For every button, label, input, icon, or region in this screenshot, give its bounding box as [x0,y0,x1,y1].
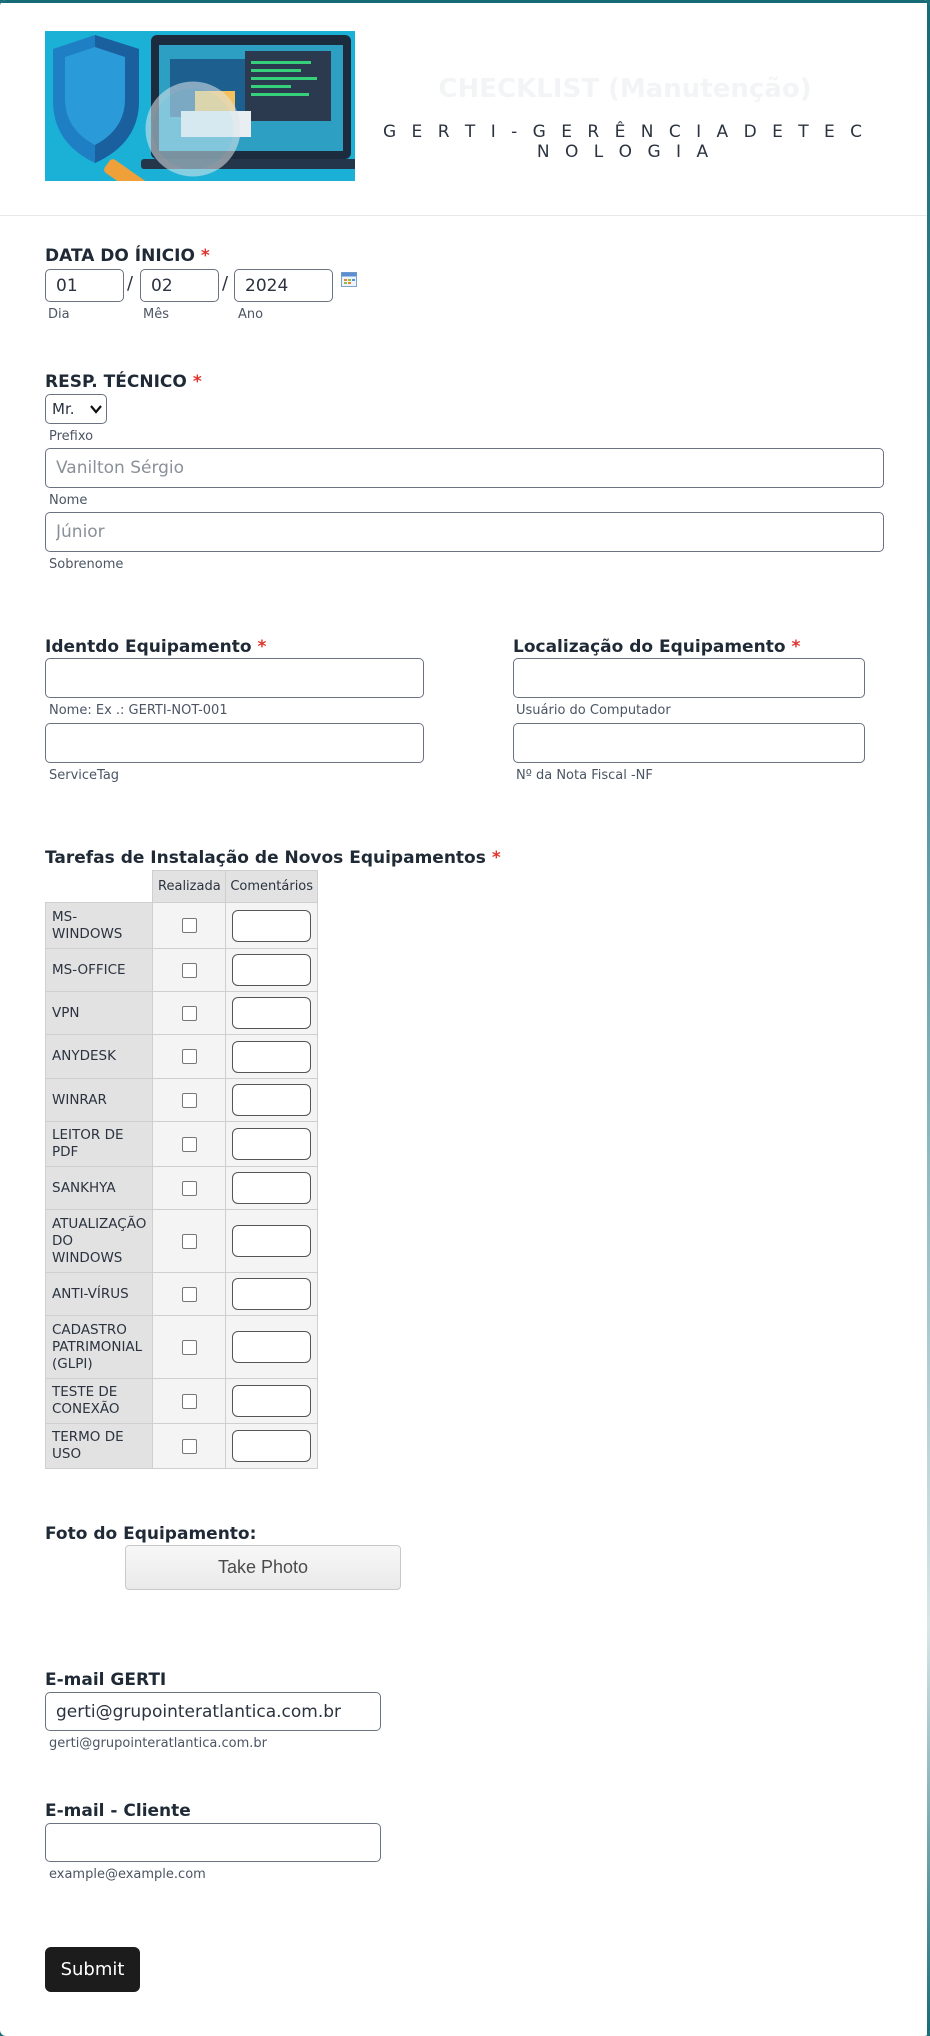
task-done-cell [153,1424,226,1469]
required-mark: * [257,637,267,657]
take-photo-button[interactable]: Take Photo [125,1545,401,1590]
day-input[interactable] [45,269,124,302]
task-done-checkbox[interactable] [182,1340,197,1355]
invoice-number-sublabel: Nº da Nota Fiscal -NF [516,768,653,783]
task-row-label: ATUALIZAÇÃO DO WINDOWS [46,1210,153,1273]
email-client-input[interactable] [45,1823,381,1862]
task-done-checkbox[interactable] [182,918,197,933]
task-row [46,1035,318,1079]
page-title: CHECKLIST (Manutenção) [438,74,812,104]
task-row-label: WINRAR [46,1079,153,1122]
photo-label: Foto do Equipamento: [45,1524,257,1544]
task-comment-input[interactable] [232,1331,311,1363]
task-comment-cell [226,949,318,992]
security-laptop-illustration [45,31,355,181]
task-done-checkbox[interactable] [182,963,197,978]
task-comment-cell [226,1273,318,1316]
matrix-corner [46,871,153,903]
task-done-cell [153,1273,226,1316]
submit-button[interactable]: Submit [45,1947,140,1992]
task-row [46,1210,318,1273]
task-comment-input[interactable] [232,1041,311,1073]
task-done-checkbox[interactable] [182,1181,197,1196]
servicetag-sublabel: ServiceTag [49,768,120,783]
tasks-label: Tarefas de Instalação de Novos Equipamentos * [45,848,501,868]
calendar-icon[interactable] [341,271,357,287]
task-comment-cell [226,1122,318,1167]
task-done-checkbox[interactable] [182,1439,197,1454]
task-done-cell [153,1210,226,1273]
computer-user-sublabel: Usuário do Computador [516,703,671,718]
email-gerti-label: E-mail GERTI [45,1670,167,1690]
task-done-checkbox[interactable] [182,1006,197,1021]
task-comment-input[interactable] [232,910,311,942]
month-input[interactable] [140,269,219,302]
task-comment-cell [226,1210,318,1273]
column-header-done: Realizada [153,871,226,903]
task-row-label: VPN [46,992,153,1035]
task-row [46,1273,318,1316]
task-row [46,1122,318,1167]
last-name-input[interactable] [45,512,884,552]
technician-label: RESP. TÉCNICO * [45,372,202,392]
task-done-checkbox[interactable] [182,1234,197,1249]
task-row [46,949,318,992]
task-done-checkbox[interactable] [182,1287,197,1302]
task-done-checkbox[interactable] [182,1137,197,1152]
task-row [46,1079,318,1122]
task-comment-cell [226,1079,318,1122]
task-done-checkbox[interactable] [182,1394,197,1409]
task-comment-cell [226,1379,318,1424]
page-subtitle: G E R T I - G E R Ê N C I A D E T E C N O L O G I A [382,122,868,162]
task-comment-input[interactable] [232,1225,311,1257]
task-comment-cell [226,992,318,1035]
year-sublabel: Ano [238,307,264,322]
form-header [0,0,927,216]
date-separator: / [222,273,229,294]
chevron-down-icon [90,404,102,414]
required-mark: * [200,246,210,266]
task-row [46,1424,318,1469]
email-gerti-input[interactable] [45,1692,381,1731]
equipment-id-label: Identdo Equipamento * [45,637,267,657]
task-done-cell [153,1079,226,1122]
task-row-label: SANKHYA [46,1167,153,1210]
task-row-label: TERMO DE USO [46,1424,153,1469]
required-mark: * [791,637,801,657]
task-comment-input[interactable] [232,1430,311,1462]
task-row-label: CADASTRO PATRIMONIAL (GLPI) [46,1316,153,1379]
task-done-cell [153,1122,226,1167]
task-done-cell [153,1316,226,1379]
task-comment-input[interactable] [232,1385,311,1417]
required-mark: * [192,372,202,392]
column-header-comments: Comentários [226,871,318,903]
first-name-sublabel: Nome [49,493,88,508]
task-row [46,903,318,949]
email-client-label: E-mail - Cliente [45,1801,191,1821]
task-row-label: ANTI-VÍRUS [46,1273,153,1316]
task-row [46,1167,318,1210]
task-row-label: MS-WINDOWS [46,903,153,949]
task-row-label: ANYDESK [46,1035,153,1079]
task-comment-input[interactable] [232,954,311,986]
tasks-matrix [45,870,318,1469]
task-comment-cell [226,1316,318,1379]
month-sublabel: Mês [143,307,169,322]
task-comment-cell [226,1167,318,1210]
day-sublabel: Dia [48,307,70,322]
task-comment-cell [226,1035,318,1079]
task-row [46,1379,318,1424]
email-client-sublabel: example@example.com [49,1867,206,1882]
task-done-checkbox[interactable] [182,1093,197,1108]
computer-user-input[interactable] [513,658,865,698]
prefix-value: Mr. [52,400,75,418]
task-comment-input[interactable] [232,1278,311,1310]
task-row-label: TESTE DE CONEXÃO [46,1379,153,1424]
task-done-cell [153,1035,226,1079]
start-date-label: DATA DO ÍNICIO * [45,246,210,266]
task-done-cell [153,949,226,992]
equipment-location-label: Localização do Equipamento * [513,637,801,657]
servicetag-input[interactable] [45,723,424,763]
prefix-select[interactable] [45,394,107,424]
first-name-input[interactable] [45,448,884,488]
header-logo [45,31,355,181]
last-name-sublabel: Sobrenome [49,557,124,572]
task-done-cell [153,1167,226,1210]
task-done-cell [153,1379,226,1424]
required-mark: * [491,848,501,868]
task-comment-input[interactable] [232,1172,311,1204]
task-comment-input[interactable] [232,1084,311,1116]
task-done-checkbox[interactable] [182,1049,197,1064]
task-row [46,992,318,1035]
task-done-cell [153,903,226,949]
year-input[interactable] [234,269,333,302]
task-comment-cell [226,903,318,949]
task-row-label: MS-OFFICE [46,949,153,992]
prefix-sublabel: Prefixo [49,429,94,444]
email-gerti-sublabel: gerti@grupointeratlantica.com.br [49,1736,267,1751]
equipment-name-sublabel: Nome: Ex .: GERTI-NOT-001 [49,703,228,718]
task-row-label: LEITOR DE PDF [46,1122,153,1167]
task-comment-cell [226,1424,318,1469]
invoice-number-input[interactable] [513,723,865,763]
task-done-cell [153,992,226,1035]
task-comment-input[interactable] [232,997,311,1029]
equipment-name-input[interactable] [45,658,424,698]
task-row [46,1316,318,1379]
date-separator: / [127,273,134,294]
task-comment-input[interactable] [232,1128,311,1160]
